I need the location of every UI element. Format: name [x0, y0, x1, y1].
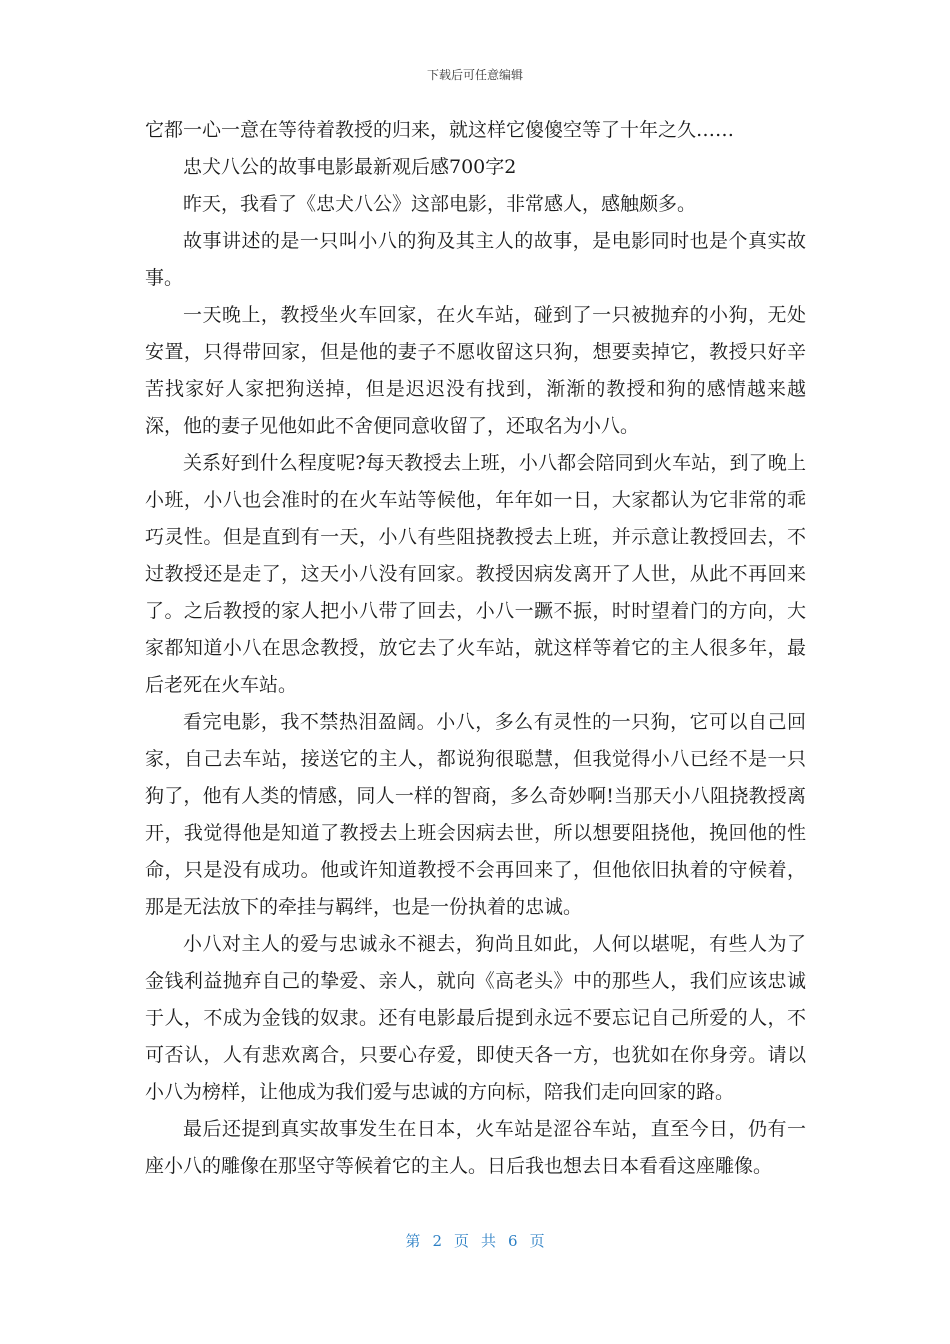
paragraph-8: 最后还提到真实故事发生在日本，火车站是涩谷车站，直至今日，仍有一座小八的雕像在那坚守等候着它的主人。日后我也想去日本看看这座雕像。 [145, 1118, 806, 1177]
paragraph-5: 关系好到什么程度呢?每天教授去上班，小八都会陪同到火车站，到了晚上小班，小八也会准时的在火车站等候他，年年如一日，大家都认为它非常的乖巧灵性。但是直到有一天，小八有些阻挠教授去上班，并示意让教授回去，不过教授还是走了，这天小八没有回家。教授因病发离开了人世，从此不再回来了。之后教授的家人把小八带了回去，小八一蹶不振，时时望着门的方向，大家都知道小八在思念教授，放它去了火车站，就这样等着它的主人很多年，最后老死在火车站。 [145, 452, 806, 696]
paragraph-2: 昨天，我看了《忠犬八公》这部电影，非常感人，感触颇多。 [183, 193, 697, 215]
section-title: 忠犬八公的故事电影最新观后感700字2 [183, 156, 517, 178]
footer-ye: 页 [453, 1232, 469, 1250]
page-footer [0, 1230, 950, 1251]
footer-total-pages: 6 [508, 1232, 518, 1250]
footer-page-number: 2 [432, 1232, 442, 1250]
paragraph-7: 小八对主人的爱与忠诚永不褪去，狗尚且如此，人何以堪呢，有些人为了金钱利益抛弃自己的挚爱、亲人，就向《高老头》中的那些人，我们应该忠诚于人，不成为金钱的奴隶。还有电影最后提到永远不要忘记自己所爱的人，不可否认，人有悲欢离合，只要心存爱，即使天各一方，也犹如在你身旁。请以小八为榜样，让他成为我们爱与忠诚的方向标，陪我们走向回家的路。 [145, 933, 806, 1103]
footer-ye2: 页 [529, 1232, 545, 1250]
paragraph-6: 看完电影，我不禁热泪盈阔。小八，多么有灵性的一只狗，它可以自己回家，自己去车站，接送它的主人，都说狗很聪慧，但我觉得小八已经不是一只狗了，他有人类的情感，同人一样的智商，多么奇妙啊!当那天小八阻挠教授离开，我觉得他是知道了教授去上班会因病去世，所以想要阻挠他，挽回他的性命，只是没有成功。他或许知道教授不会再回来了，但他依旧执着的守候着，那是无法放下的牵挂与羁绊，也是一份执着的忠诚。 [145, 711, 806, 918]
paragraph-1: 它都一心一意在等待着教授的归来，就这样它傻傻空等了十年之久…… [145, 119, 735, 141]
footer-gong: 共 [481, 1232, 497, 1250]
paragraph-4: 一天晚上，教授坐火车回家，在火车站，碰到了一只被抛弃的小狗，无处安置，只得带回家，但是他的妻子不愿收留这只狗，想要卖掉它，教授只好辛苦找家好人家把狗送掉，但是迟迟没有找到，渐渐的教授和狗的感情越来越深，他的妻子见他如此不舍便同意收留了，还取名为小八。 [145, 304, 806, 437]
document-body [145, 112, 806, 1185]
footer-di: 第 [405, 1232, 421, 1250]
paragraph-3: 故事讲述的是一只叫小八的狗及其主人的故事，是电影同时也是个真实故事。 [145, 230, 806, 289]
page-header: 下载后可任意编辑 [426, 68, 523, 82]
